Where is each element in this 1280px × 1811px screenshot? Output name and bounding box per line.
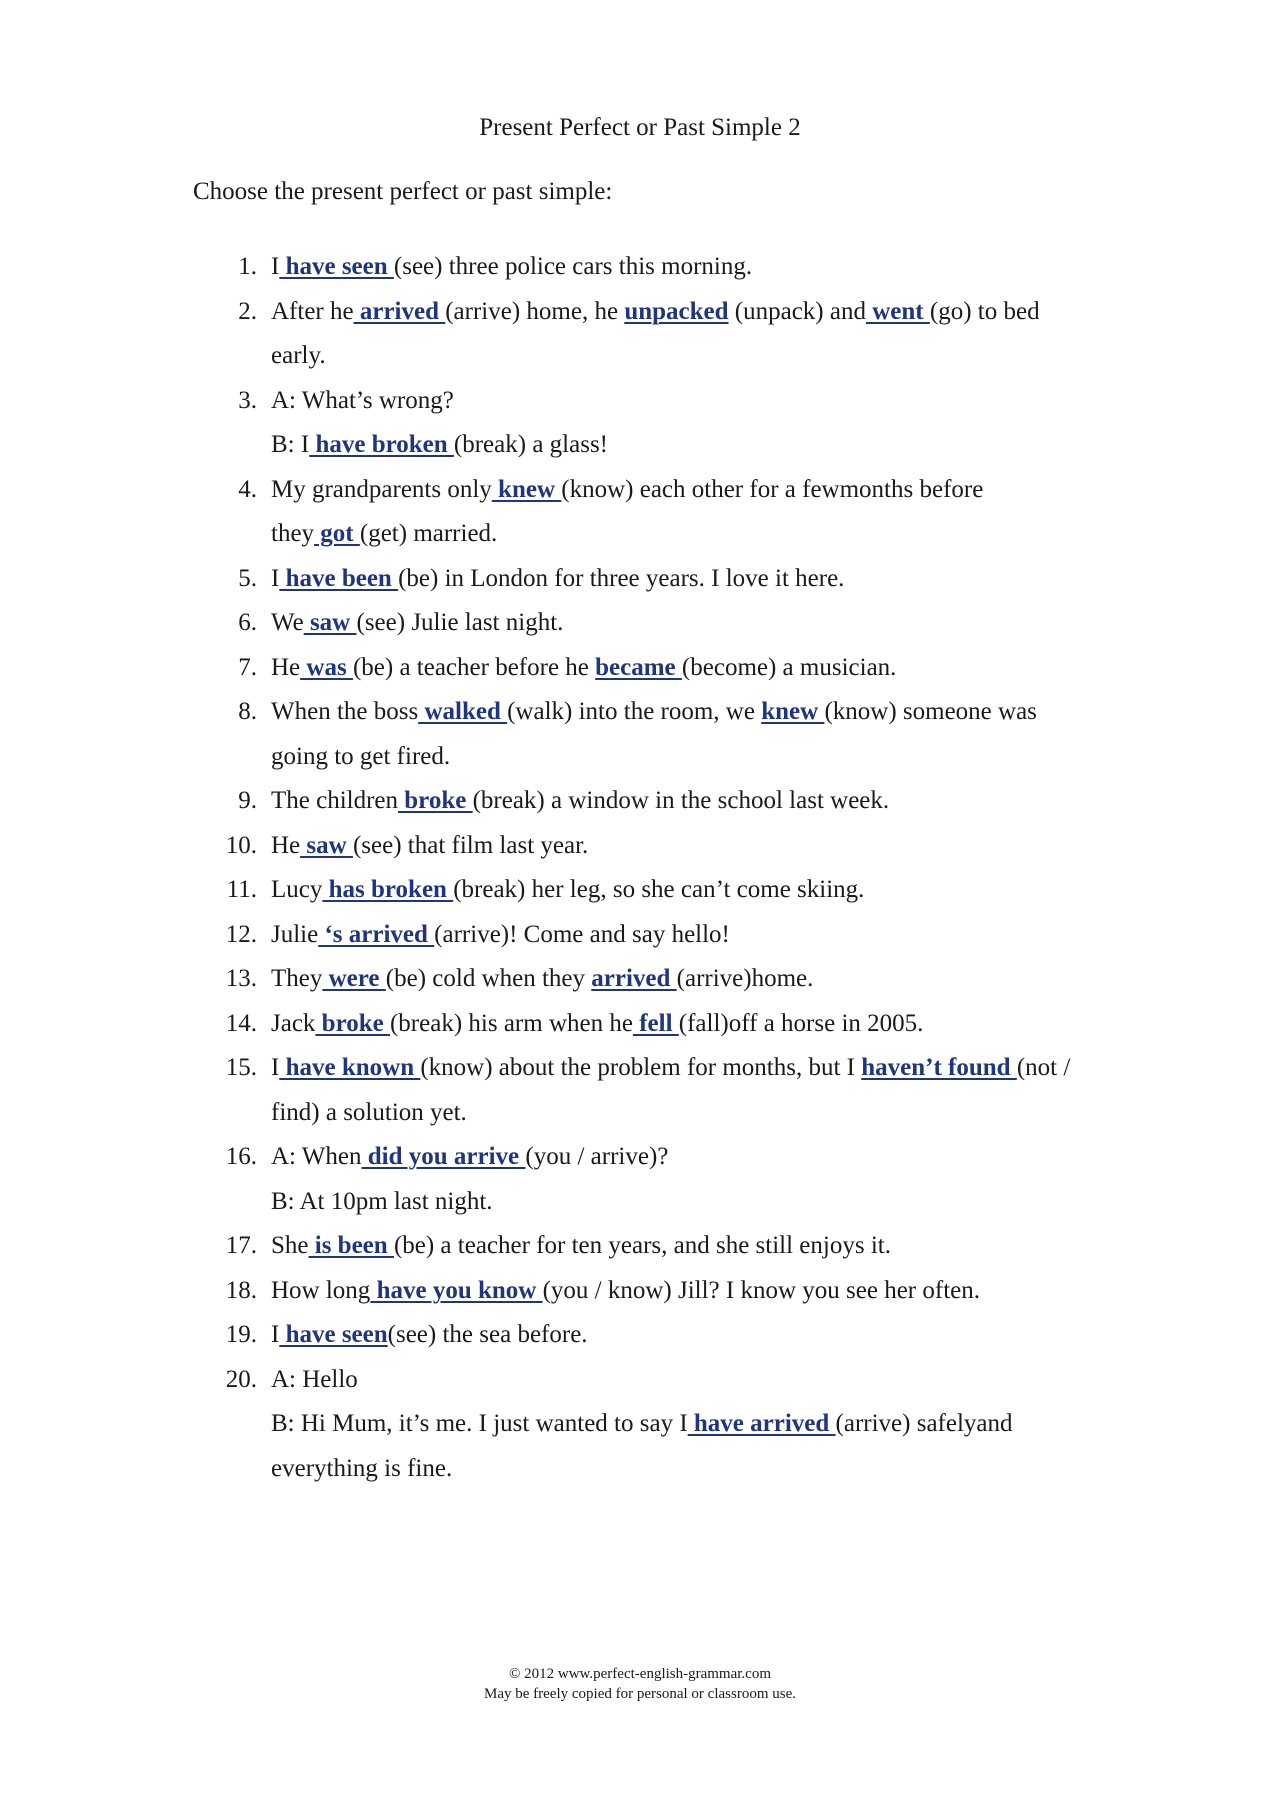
item-line: [271, 1224, 1193, 1269]
item-text: [271, 601, 1193, 646]
item-line: [271, 1046, 1193, 1091]
prompt-text: (be) in London for three years. I love it here.: [398, 564, 845, 592]
prompt-text: (see) three police cars this morning.: [393, 253, 753, 280]
prompt-text: (see) Julie last night.: [356, 609, 564, 636]
item-text: [271, 1135, 1193, 1224]
prompt-text: B: Hi Mum, it’s me. I just wanted to say I: [271, 1410, 688, 1437]
item-line: [271, 1447, 1193, 1492]
item-line: [271, 601, 1193, 646]
item-line: [271, 1135, 1193, 1180]
item-text: [271, 1358, 1193, 1492]
exercise-item: [193, 957, 1193, 1002]
prompt-text: (break) a glass!: [453, 431, 608, 458]
item-number: 1.: [238, 253, 257, 280]
answer-text: has broken: [322, 876, 454, 903]
prompt-text: B: At 10pm last night.: [271, 1187, 493, 1215]
item-number: 6.: [238, 609, 257, 636]
prompt-text: (be) a teacher for ten years, and she still enjoys it.: [393, 1232, 891, 1259]
prompt-text: (know) about the problem for months, but I: [420, 1054, 862, 1081]
footer: [0, 1664, 1280, 1704]
prompt-text: (know) each other for a fewmonths before: [561, 475, 984, 503]
item-text: [271, 779, 1193, 824]
prompt-text: (arrive) safelyand: [835, 1410, 1013, 1437]
item-line: [271, 557, 1193, 602]
footer-license: May be freely copied for personal or classroom use.: [484, 1686, 796, 1702]
item-number: 4.: [238, 475, 257, 503]
exercise-item: [193, 690, 1193, 779]
item-text: [271, 468, 1193, 557]
item-line: [271, 1358, 1193, 1403]
item-text: [271, 868, 1193, 913]
answer-text: went: [865, 297, 930, 325]
exercise-item: [193, 379, 1193, 468]
prompt-text: (break) his arm when he: [389, 1009, 633, 1037]
item-line: [271, 868, 1193, 913]
exercise-item: [193, 868, 1193, 913]
answer-text: broke: [398, 787, 473, 814]
answer-text: have seen: [279, 1321, 388, 1348]
prompt-text: going to get fired.: [271, 742, 451, 770]
item-number: 11.: [226, 876, 257, 903]
page-title: Present Perfect or Past Simple 2: [479, 114, 801, 141]
exercise-item: [193, 1313, 1193, 1358]
prompt-text: (break) her leg, so she can’t come skiing.: [453, 876, 865, 903]
answer-text: was: [300, 653, 353, 681]
answer-text: knew: [761, 698, 825, 725]
prompt-text: I: [271, 1054, 280, 1081]
prompt-text: I: [271, 1321, 280, 1348]
item-text: [271, 290, 1193, 379]
prompt-text: (go) to bed: [929, 297, 1040, 325]
item-line: [271, 913, 1193, 958]
item-line: [271, 423, 1193, 468]
prompt-text: (know) someone was: [824, 698, 1037, 725]
item-number: 3.: [238, 386, 257, 414]
item-number: 8.: [238, 698, 257, 725]
prompt-text: She: [271, 1232, 309, 1259]
item-line: [271, 334, 1193, 379]
prompt-text: When the boss: [271, 698, 419, 725]
prompt-text: they: [271, 520, 315, 547]
instruction-text: Choose the present perfect or past simple:: [193, 178, 613, 205]
prompt-text: Jack: [271, 1009, 316, 1037]
prompt-text: I: [271, 253, 280, 280]
answer-text: have arrived: [687, 1410, 836, 1437]
prompt-text: The children: [271, 787, 399, 814]
item-number: 9.: [238, 787, 257, 814]
exercise-item: [193, 779, 1193, 824]
item-text: [271, 245, 1193, 290]
prompt-text: (not /: [1016, 1054, 1071, 1081]
prompt-text: (walk) into the room, we: [507, 698, 762, 725]
prompt-text: He: [271, 831, 301, 859]
answer-text: have been: [279, 564, 399, 592]
item-line: [271, 1313, 1193, 1358]
exercise-item: [193, 1135, 1193, 1224]
answer-text: knew: [491, 475, 562, 503]
item-line: [271, 1180, 1193, 1225]
prompt-text: (arrive) home, he: [445, 297, 625, 325]
item-number: 19.: [225, 1321, 257, 1348]
prompt-text: (become) a musician.: [681, 653, 897, 681]
item-number: 12.: [225, 920, 257, 948]
item-line: [271, 646, 1193, 691]
item-line: [271, 1402, 1193, 1447]
prompt-text: (unpack) and: [728, 297, 866, 325]
exercise-item: [193, 1358, 1193, 1492]
answer-text: were: [322, 965, 386, 992]
prompt-text: (be) cold when they: [385, 965, 592, 992]
prompt-text: Lucy: [271, 876, 323, 903]
prompt-text: (break) a window in the school last week.: [472, 787, 890, 814]
exercise-item: [193, 913, 1193, 958]
answer-text: arrived: [353, 297, 446, 325]
answer-text: arrived: [591, 965, 677, 992]
exercise-item: [193, 468, 1193, 557]
exercise-item: [193, 824, 1193, 869]
prompt-text: A: What’s wrong?: [271, 386, 454, 414]
answer-text: is been: [308, 1232, 394, 1259]
answer-text: unpacked: [624, 297, 729, 325]
prompt-text: (see) the sea before.: [387, 1321, 588, 1348]
exercise-item: [193, 290, 1193, 379]
prompt-text: (arrive)home.: [676, 965, 814, 992]
item-line: [271, 690, 1193, 735]
exercise-item: [193, 1224, 1193, 1269]
prompt-text: We: [271, 609, 304, 636]
item-number: 2.: [238, 297, 257, 325]
item-number: 17.: [225, 1232, 257, 1259]
answer-text: got: [314, 520, 360, 547]
item-line: [271, 245, 1193, 290]
item-text: [271, 379, 1193, 468]
item-text: [271, 1224, 1193, 1269]
item-text: [271, 824, 1193, 869]
item-text: [271, 957, 1193, 1002]
answer-text: did you arrive: [361, 1143, 526, 1170]
prompt-text: find) a solution yet.: [271, 1098, 467, 1126]
exercise-item: [193, 1046, 1193, 1135]
item-line: [271, 290, 1193, 335]
item-number: 14.: [225, 1009, 257, 1037]
answer-text: ‘s arrived: [318, 920, 435, 948]
item-number: 7.: [238, 653, 257, 681]
prompt-text: B: I: [271, 431, 310, 458]
answer-text: have you know: [370, 1276, 543, 1304]
answer-text: saw: [303, 609, 357, 636]
prompt-text: They: [271, 965, 323, 992]
prompt-text: (be) a teacher before he: [352, 653, 596, 681]
item-line: [271, 379, 1193, 424]
item-line: [271, 1091, 1193, 1136]
answer-text: have seen: [279, 253, 394, 280]
answer-text: fell: [632, 1009, 679, 1037]
item-number: 5.: [238, 564, 257, 592]
prompt-text: (fall)off a horse in 2005.: [678, 1009, 924, 1037]
prompt-text: How long: [271, 1276, 371, 1304]
exercise-item: [193, 1002, 1193, 1047]
prompt-text: A: When: [271, 1143, 362, 1170]
prompt-text: My grandparents only: [271, 475, 492, 503]
item-line: [271, 1269, 1193, 1314]
prompt-text: (see) that film last year.: [352, 831, 589, 859]
exercise-item: [193, 1269, 1193, 1314]
item-line: [271, 824, 1193, 869]
exercise-item: [193, 601, 1193, 646]
prompt-text: (arrive)! Come and say hello!: [434, 920, 730, 948]
prompt-text: everything is fine.: [271, 1454, 453, 1482]
prompt-text: (you / know) Jill? I know you see her often.: [542, 1276, 980, 1304]
exercise-list: [193, 245, 1193, 1491]
prompt-text: early.: [271, 342, 326, 369]
exercise-item: [193, 646, 1193, 691]
item-text: [271, 913, 1193, 958]
item-text: [271, 557, 1193, 602]
prompt-text: He: [271, 653, 301, 681]
item-number: 13.: [225, 965, 257, 992]
item-line: [271, 1002, 1193, 1047]
answer-text: have known: [279, 1054, 421, 1081]
exercise-item: [193, 557, 1193, 602]
item-line: [271, 779, 1193, 824]
item-number: 16.: [225, 1143, 257, 1170]
prompt-text: (get) married.: [359, 520, 498, 547]
footer-copyright: © 2012 www.perfect-english-grammar.com: [508, 1666, 771, 1682]
exercise-item: [193, 245, 1193, 290]
item-number: 15.: [225, 1054, 257, 1081]
item-text: [271, 1002, 1193, 1047]
answer-text: became: [595, 653, 682, 681]
item-text: [271, 1269, 1193, 1314]
prompt-text: Julie: [271, 920, 319, 948]
answer-text: walked: [418, 698, 508, 725]
item-text: [271, 1313, 1193, 1358]
item-text: [271, 646, 1193, 691]
item-number: 20.: [225, 1365, 257, 1393]
prompt-text: After he: [271, 297, 354, 325]
prompt-text: (you / arrive)?: [525, 1143, 669, 1170]
answer-text: have broken: [309, 431, 454, 458]
item-number: 10.: [225, 831, 257, 859]
prompt-text: A: Hello: [271, 1365, 358, 1393]
answer-text: broke: [315, 1009, 390, 1037]
item-line: [271, 735, 1193, 780]
item-line: [271, 512, 1193, 557]
item-line: [271, 957, 1193, 1002]
answer-text: haven’t found: [861, 1054, 1017, 1081]
prompt-text: I: [271, 564, 280, 592]
item-text: [271, 1046, 1193, 1135]
item-number: 18.: [225, 1276, 257, 1304]
item-text: [271, 690, 1193, 779]
answer-text: saw: [300, 831, 353, 859]
item-line: [271, 468, 1193, 513]
